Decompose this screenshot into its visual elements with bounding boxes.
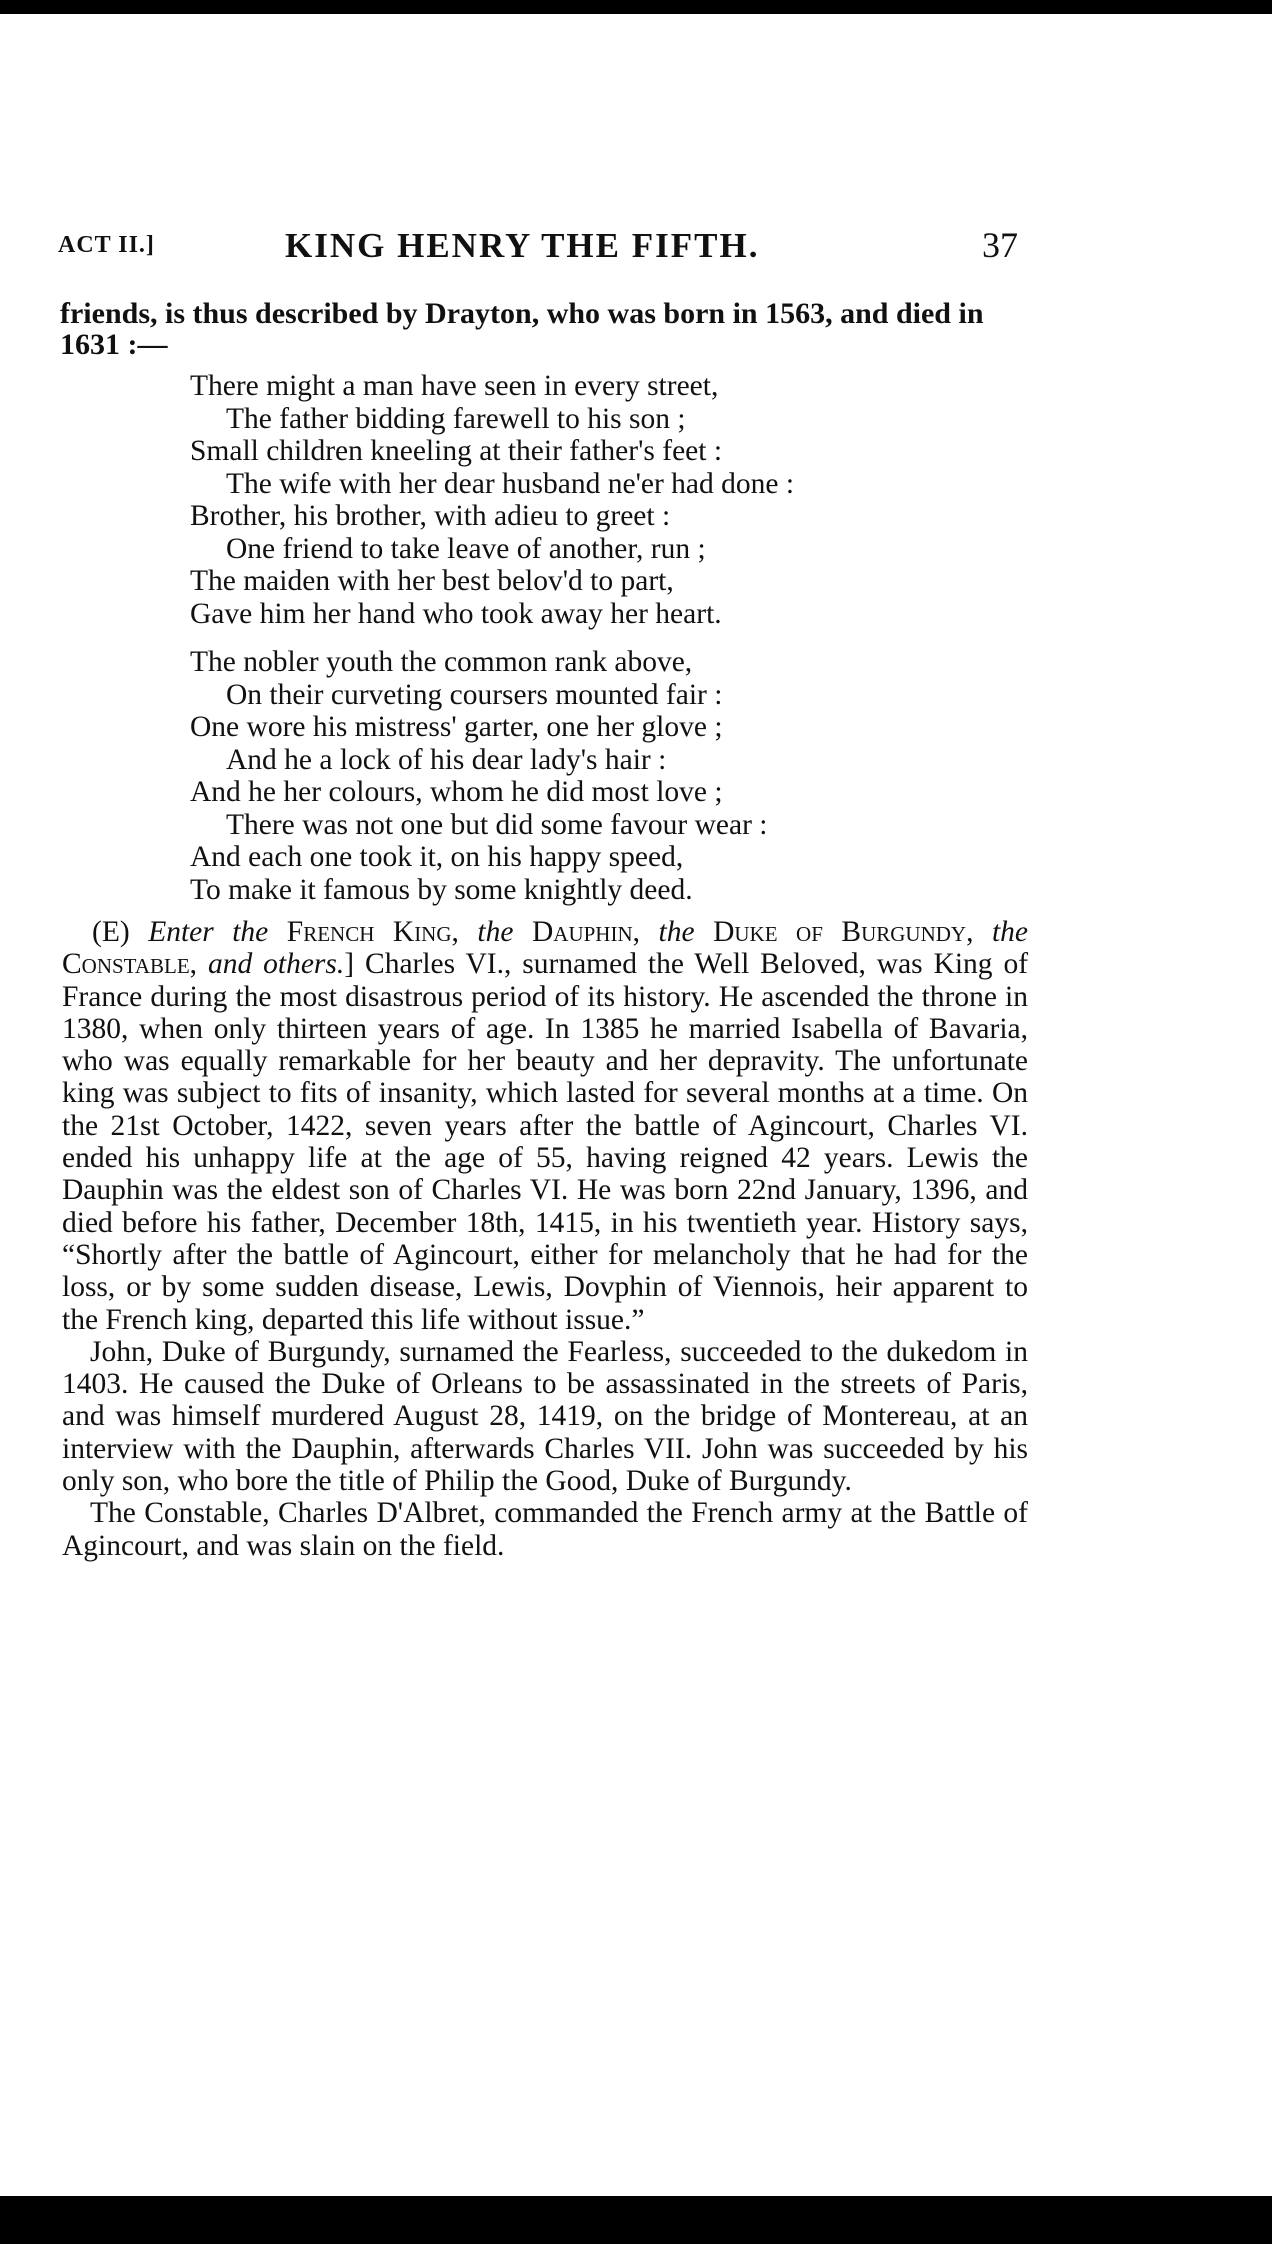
poem-line: The maiden with her best belov'd to part,	[190, 565, 674, 597]
poem-line: On their curveting coursers mounted fair :	[226, 678, 723, 711]
note-heading-others: and others.	[207, 948, 345, 981]
note-heading-the: the	[658, 916, 695, 948]
intro-paragraph: friends, is thus described by Drayton, who was born in 1563, and died in 1631 :—	[60, 297, 984, 361]
note-heading-king: French King,	[286, 916, 459, 948]
poem-line: Brother, his brother, with adieu to greet :	[190, 500, 671, 532]
poem-line: And he her colours, whom he did most love ;	[190, 776, 723, 808]
page-number: 37	[982, 225, 1018, 265]
running-header	[58, 222, 1018, 272]
poem-line: One wore his mistress' garter, one her glove ;	[190, 711, 723, 743]
note-heading-the: the	[991, 916, 1029, 948]
note-heading-the: the	[477, 916, 514, 948]
note-heading-enter: Enter the	[148, 916, 269, 948]
poem-line: One friend to take leave of another, run ;	[226, 532, 706, 565]
note-paragraph-3: The Constable, Charles D'Albret, commanded the French army at the Battle of Agincourt, and was slain on the field.	[62, 1497, 1028, 1562]
editorial-notes	[62, 916, 1028, 1562]
poem-line: There might a man have seen in every street,	[190, 370, 719, 402]
note-marker: (E)	[92, 916, 130, 948]
poem-line: And he a lock of his dear lady's hair :	[226, 743, 667, 776]
page-title: KING HENRY THE FIFTH.	[285, 226, 760, 265]
poem-line: To make it famous by some knightly deed.	[190, 873, 693, 906]
note-paragraph-2: John, Duke of Burgundy, surnamed the Fearless, succeeded to the dukedom in 1403. He caused the Duke of Orleans to be assassinated in the streets of Paris, and was himself murdered August 28, 1419, on the bridge of Montereau, at an interview with the Dauphin, afterwards Charles VII. John was succeeded by his only son, who bore the title of Philip the Good, Duke of Burgundy.	[62, 1335, 1028, 1498]
note-body-charles: Charles VI., surnamed the Well Beloved, was King of France during the most disastrous period of its history. He ascended the throne in 1380, when only thirteen years of age. In 1385 he married Isabella of Bavaria, who was equally remarkable for her beauty and her depravity. The unfortunate king was subject to fits of insanity, which lasted for several months at a time. On the 21st October, 1422, seven years after the battle of Agincourt, Charles VI. ended his unhappy life at the age of 55, having reigned 42 years. Lewis the Dauphin was the eldest son of Charles VI. He was born 22nd January, 1396, and died before his father, December 18th, 1415, in his twentieth year. History says, “Shortly after the battle of Agincourt, either for melancholy that he had for the loss, or by some sudden disease, Lewis, Dovphin of Viennois, heir apparent to the French king, departed this life without issue.”	[62, 948, 1029, 1336]
note-heading-bracket: ]	[344, 948, 355, 981]
poem-line: And each one took it, on his happy speed,	[190, 841, 684, 873]
bottom-scan-border	[0, 2196, 1272, 2244]
poem-stanza-2	[190, 646, 950, 906]
note-heading-dauphin: Dauphin,	[531, 916, 640, 948]
top-scan-border	[0, 0, 1272, 14]
note-heading-constable: Constable,	[62, 948, 198, 981]
poem-line: The wife with her dear husband ne'er had done :	[226, 467, 795, 500]
poem-line: There was not one but did some favour wear :	[226, 808, 768, 841]
poem-line: The father bidding farewell to his son ;	[226, 402, 686, 435]
poem-line: Small children kneeling at their father's feet :	[190, 435, 723, 467]
note-heading-duke: Duke of Burgundy,	[713, 916, 974, 948]
poem-stanza-1	[190, 370, 950, 630]
poem-line: Gave him her hand who took away her heart.	[190, 597, 722, 630]
act-label: ACT II.]	[58, 232, 155, 258]
note-paragraph-1	[62, 916, 1028, 1336]
poem-line: The nobler youth the common rank above,	[190, 646, 693, 678]
